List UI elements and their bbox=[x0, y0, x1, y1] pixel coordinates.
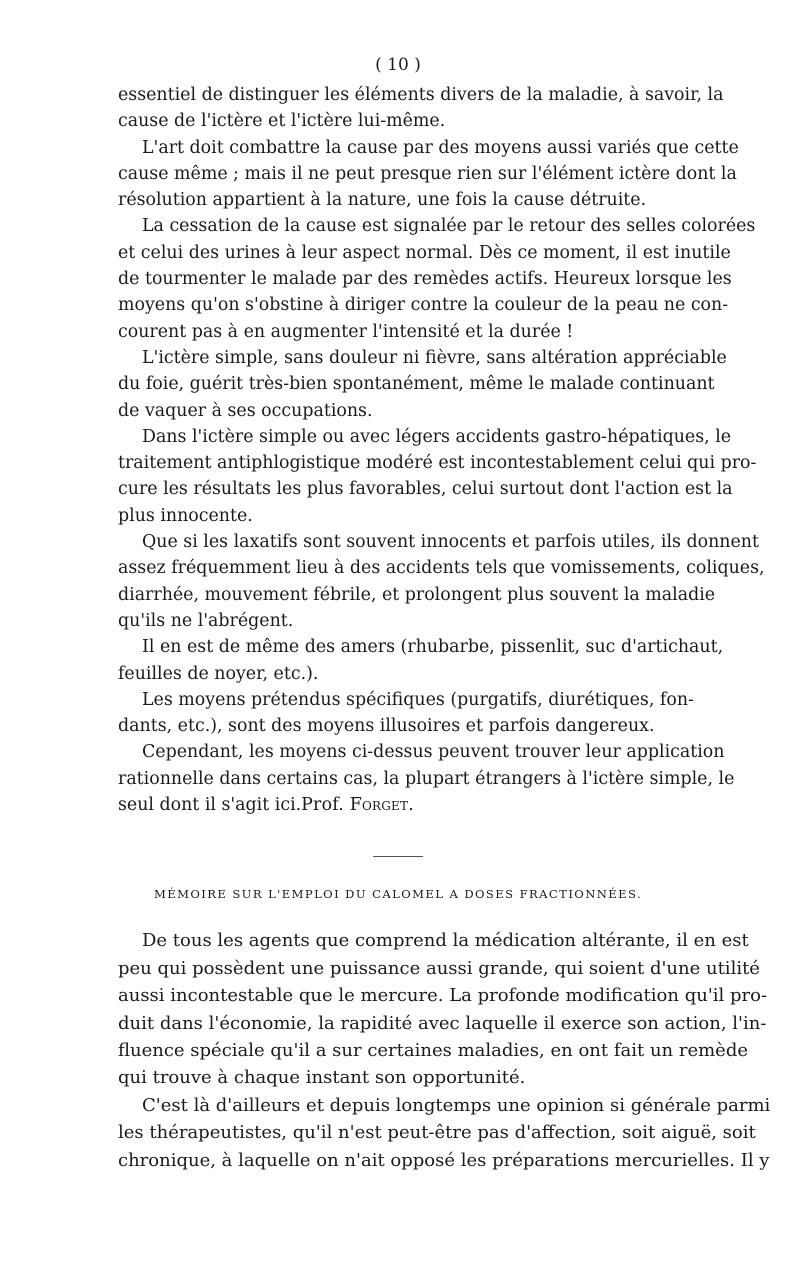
text-line: feuilles de noyer, etc.). bbox=[118, 663, 319, 684]
text-line: duit dans l'économie, la rapidité avec laquelle il exerce son action, l'in- bbox=[118, 1012, 767, 1034]
article-calomel-body bbox=[118, 927, 771, 1174]
text-line: chronique, à laquelle on n'ait opposé les préparations mercurielles. Il y bbox=[118, 1149, 770, 1171]
text-line: Dans l'ictère simple ou avec légers accidents gastro-hépatiques, le bbox=[142, 426, 732, 447]
text-line: Que si les laxatifs sont souvent innocents et parfois utiles, ils donnent bbox=[142, 532, 759, 553]
text-line: cause même ; mais il ne peut presque rien sur l'élément ictère dont la bbox=[118, 163, 737, 184]
text-line: essentiel de distinguer les éléments divers de la maladie, à savoir, la bbox=[118, 85, 724, 105]
book-page bbox=[118, 52, 771, 1174]
text-line: qui trouve à chaque instant son opportunité. bbox=[118, 1067, 526, 1089]
paragraph bbox=[118, 634, 724, 687]
section-title: MÉMOIRE SUR L'EMPLOI DU CALOMEL A DOSES FRACTIONNÉES. bbox=[153, 887, 643, 902]
paragraph bbox=[118, 213, 756, 344]
section-divider bbox=[373, 856, 423, 857]
text-line: L'art doit combattre la cause par des moyens aussi variés que cette bbox=[142, 137, 739, 158]
text-line: résolution appartient à la nature, une fois la cause détruite. bbox=[118, 190, 647, 211]
text-line: qu'ils ne l'abrégent. bbox=[118, 610, 294, 631]
page-number: ( 10 ) bbox=[375, 55, 421, 75]
text-line: assez fréquemment lieu à des accidents tels que vomissements, coliques, bbox=[118, 558, 765, 579]
paragraph bbox=[118, 345, 727, 424]
text-line: cause de l'ictère et l'ictère lui-même. bbox=[118, 111, 446, 132]
paragraph bbox=[118, 82, 724, 135]
author-signature bbox=[301, 795, 452, 815]
text-line: aussi incontestable que le mercure. La profonde modification qu'il pro- bbox=[118, 985, 768, 1007]
text-line: de tourmenter le malade par des remèdes actifs. Heureux lorsque les bbox=[118, 269, 732, 290]
text-line: et celui des urines à leur aspect normal. Dès ce moment, il est inutile bbox=[118, 242, 731, 263]
paragraph bbox=[118, 687, 694, 740]
text-line: rationnelle dans certains cas, la plupart étrangers à l'ictère simple, le bbox=[118, 768, 735, 789]
text-line: courent pas à en augmenter l'intensité et la durée ! bbox=[118, 321, 574, 342]
paragraph bbox=[118, 424, 757, 529]
closing-line-with-signature bbox=[118, 792, 678, 818]
article-forget-body bbox=[118, 82, 765, 818]
text-line: Il en est de même des amers (rhubarbe, pissenlit, suc d'artichaut, bbox=[142, 637, 724, 658]
paragraph bbox=[118, 135, 739, 214]
text-line: moyens qu'on s'obstine à diriger contre la couleur de la peau ne con- bbox=[118, 295, 729, 316]
paragraph bbox=[118, 927, 768, 1091]
author-title: Prof. bbox=[301, 795, 344, 816]
text-line: dants, etc.), sont des moyens illusoires et parfois dangereux. bbox=[118, 716, 655, 737]
text-line: fluence spéciale qu'il a sur certaines maladies, en ont fait un remède bbox=[118, 1039, 748, 1061]
text-line: seul dont il s'agit ici. bbox=[118, 795, 302, 816]
text-line: De tous les agents que comprend la médication altérante, il en est bbox=[142, 930, 749, 952]
text-line: les thérapeutistes, qu'il n'est peut-être pas d'affection, soit aiguë, soit bbox=[118, 1122, 756, 1144]
text-line: L'ictère simple, sans douleur ni fièvre, sans altération appréciable bbox=[142, 347, 727, 368]
text-line: Les moyens prétendus spécifiques (purgatifs, diurétiques, fon- bbox=[142, 689, 694, 710]
text-line: peu qui possèdent une puissance aussi grande, qui soient d'une utilité bbox=[118, 957, 760, 979]
text-line: de vaquer à ses occupations. bbox=[118, 400, 373, 421]
paragraph bbox=[118, 1092, 771, 1174]
paragraph bbox=[118, 739, 735, 818]
text-line: C'est là d'ailleurs et depuis longtemps une opinion si générale parmi bbox=[142, 1094, 771, 1116]
text-line: diarrhée, mouvement fébrile, et prolongent plus souvent la maladie bbox=[118, 584, 716, 605]
author-name: Forget. bbox=[349, 795, 414, 816]
text-line: du foie, guérit très-bien spontanément, même le malade continuant bbox=[118, 374, 715, 395]
text-line: cure les résultats les plus favorables, celui surtout dont l'action est la bbox=[118, 479, 733, 500]
text-line: plus innocente. bbox=[118, 505, 253, 526]
text-line: Cependant, les moyens ci-dessus peuvent trouver leur application bbox=[142, 742, 725, 763]
text-line: traitement antiphlogistique modéré est incontestablement celui qui pro- bbox=[118, 453, 757, 474]
paragraph bbox=[118, 529, 765, 634]
text-line: La cessation de la cause est signalée par le retour des selles colorées bbox=[142, 216, 756, 237]
